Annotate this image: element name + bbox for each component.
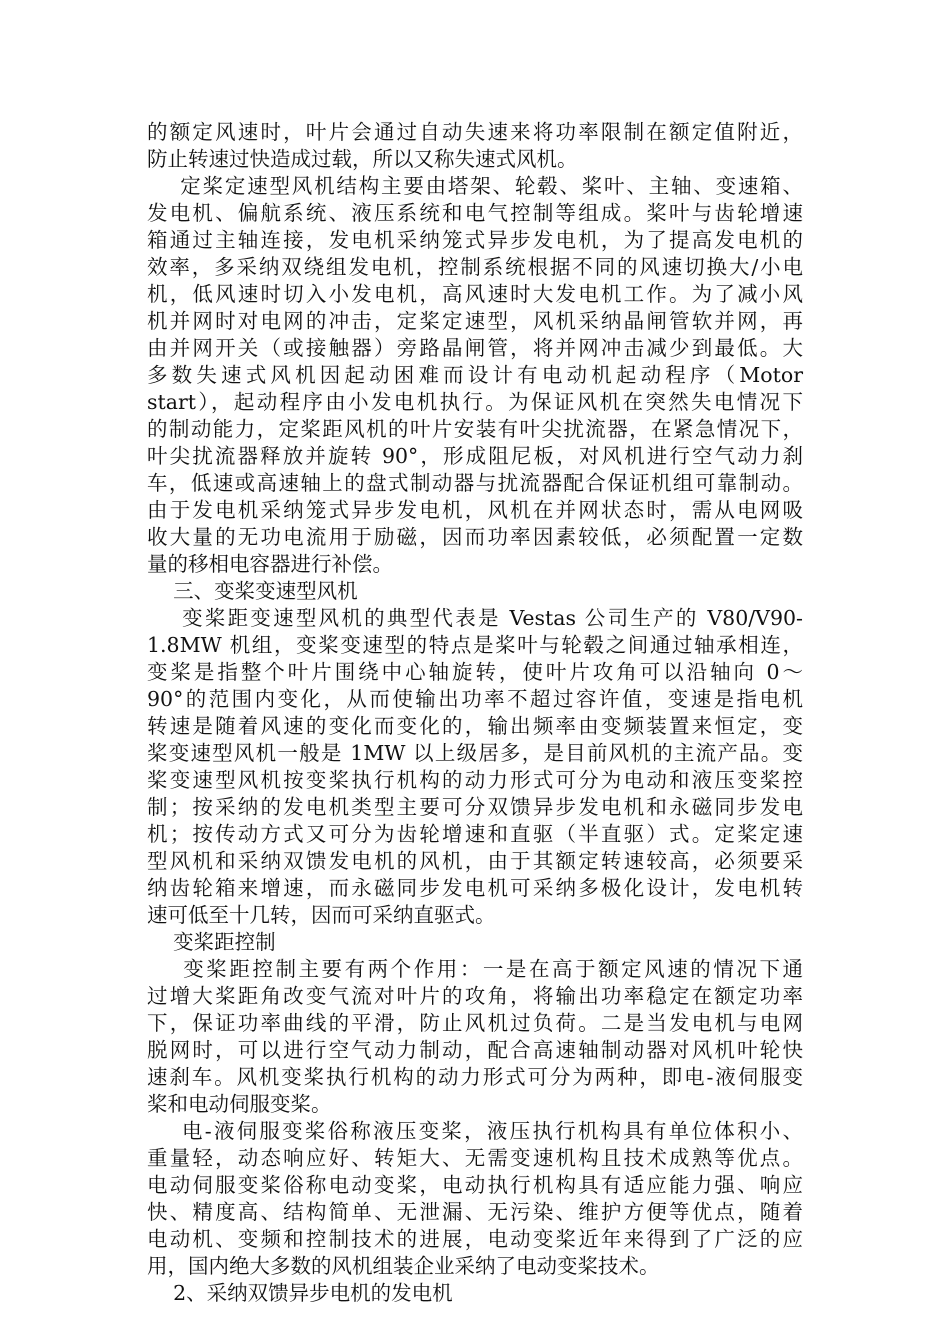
text-line: 转速是随着风速的变化而变化的，输出频率由变频装置来恒定，变 <box>147 714 803 738</box>
text-line: 脱网时，可以进行空气动力制动，配合高速轴制动器对风机叶轮快 <box>147 1038 803 1062</box>
text-line: 2、采纳双馈异步电机的发电机 <box>147 1281 453 1305</box>
text-line: 过增大桨距角改变气流对叶片的攻角，将输出功率稳定在额定功率 <box>147 984 803 1008</box>
text-line: 桨和电动伺服变桨。 <box>147 1092 332 1116</box>
text-line: 纳齿轮箱来增速，而永磁同步发电机可采纳多极化设计，发电机转 <box>147 876 803 900</box>
text-line: 重量轻，动态响应好、转矩大、无需变速机构且技术成熟等优点。 <box>147 1146 803 1170</box>
text-line: 机；按传动方式又可分为齿轮增速和直驱（半直驱）式。定桨定速 <box>147 822 803 846</box>
text-line: 电动伺服变桨俗称电动变桨，电动执行机构具有适应能力强、响应 <box>147 1173 803 1197</box>
text-line: 桨变速型风机按变桨执行机构的动力形式可分为电动和液压变桨控 <box>147 768 803 792</box>
text-line: 变桨距控制主要有两个作用：一是在高于额定风速的情况下通 <box>147 957 803 981</box>
document-body-text <box>147 119 803 1307</box>
text-line: 90°的范围内变化，从而使输出功率不超过容许值，变速是指电机 <box>147 687 803 711</box>
text-line: 车，低速或高速轴上的盘式制动器与扰流器配合保证机组可靠制动。 <box>147 471 803 495</box>
text-line: 收大量的无功电流用于励磁，因而功率因素较低，必须配置一定数 <box>147 525 803 549</box>
text-line: 桨变速型风机一般是 1MW 以上级居多，是目前风机的主流产品。变 <box>147 741 803 765</box>
text-line: 变桨距变速型风机的典型代表是 Vestas 公司生产的 V80/V90- <box>147 606 803 630</box>
text-line: 效率，多采纳双绕组发电机，控制系统根据不同的风速切换大/小电 <box>147 255 803 279</box>
text-line: 的额定风速时，叶片会通过自动失速来将功率限制在额定值附近， <box>147 120 803 144</box>
text-line: 电动机、变频和控制技术的进展，电动变桨近年来得到了广泛的应 <box>147 1227 803 1251</box>
text-line: 多数失速式风机因起动困难而设计有电动机起动程序（Motor <box>147 363 803 387</box>
text-line: 速可低至十几转，因而可采纳直驱式。 <box>147 903 496 927</box>
text-line: 三、变桨变速型风机 <box>147 579 358 603</box>
text-line: 量的移相电容器进行补偿。 <box>147 552 393 576</box>
text-line: 变桨是指整个叶片围绕中心轴旋转，使叶片攻角可以沿轴向 0～ <box>147 660 803 684</box>
text-line: 电-液伺服变桨俗称液压变桨，液压执行机构具有单位体积小、 <box>147 1119 803 1143</box>
text-line: start），起动程序由小发电机执行。为保证风机在突然失电情况下 <box>147 390 803 414</box>
text-line: 快、精度高、结构简单、无泄漏、无污染、维护方便等优点，随着 <box>147 1200 803 1224</box>
text-line: 由于发电机采纳笼式异步发电机，风机在并网状态时，需从电网吸 <box>147 498 803 522</box>
text-line: 下，保证功率曲线的平滑，防止风机过负荷。二是当发电机与电网 <box>147 1011 803 1035</box>
text-line: 的制动能力，定桨距风机的叶片安装有叶尖扰流器，在紧急情况下， <box>147 417 803 441</box>
text-line: 用，国内绝大多数的风机组装企业采纳了电动变桨技术。 <box>147 1254 660 1278</box>
text-line: 由并网开关（或接触器）旁路晶闸管，将并网冲击减少到最低。大 <box>147 336 803 360</box>
text-line: 型风机和采纳双馈发电机的风机，由于其额定转速较高，必须要采 <box>147 849 803 873</box>
text-line: 箱通过主轴连接，发电机采纳笼式异步发电机，为了提高发电机的 <box>147 228 803 252</box>
text-line: 发电机、偏航系统、液压系统和电气控制等组成。桨叶与齿轮增速 <box>147 201 803 225</box>
text-line: 机并网时对电网的冲击，定桨定速型，风机采纳晶闸管软并网，再 <box>147 309 803 333</box>
text-line: 叶尖扰流器释放并旋转 90°，形成阻尼板，对风机进行空气动力刹 <box>147 444 803 468</box>
text-line: 制；按采纳的发电机类型主要可分双馈异步发电机和永磁同步发电 <box>147 795 803 819</box>
text-line: 变桨距控制 <box>147 930 276 954</box>
text-line: 定桨定速型风机结构主要由塔架、轮毂、桨叶、主轴、变速箱、 <box>147 174 803 198</box>
text-line: 防止转速过快造成过载，所以又称失速式风机。 <box>147 147 578 171</box>
text-line: 速刹车。风机变桨执行机构的动力形式可分为两种，即电-液伺服变 <box>147 1065 803 1089</box>
text-line: 1.8MW 机组，变桨变速型的特点是桨叶与轮毂之间通过轴承相连， <box>147 633 803 657</box>
text-line: 机，低风速时切入小发电机，高风速时大发电机工作。为了减小风 <box>147 282 803 306</box>
